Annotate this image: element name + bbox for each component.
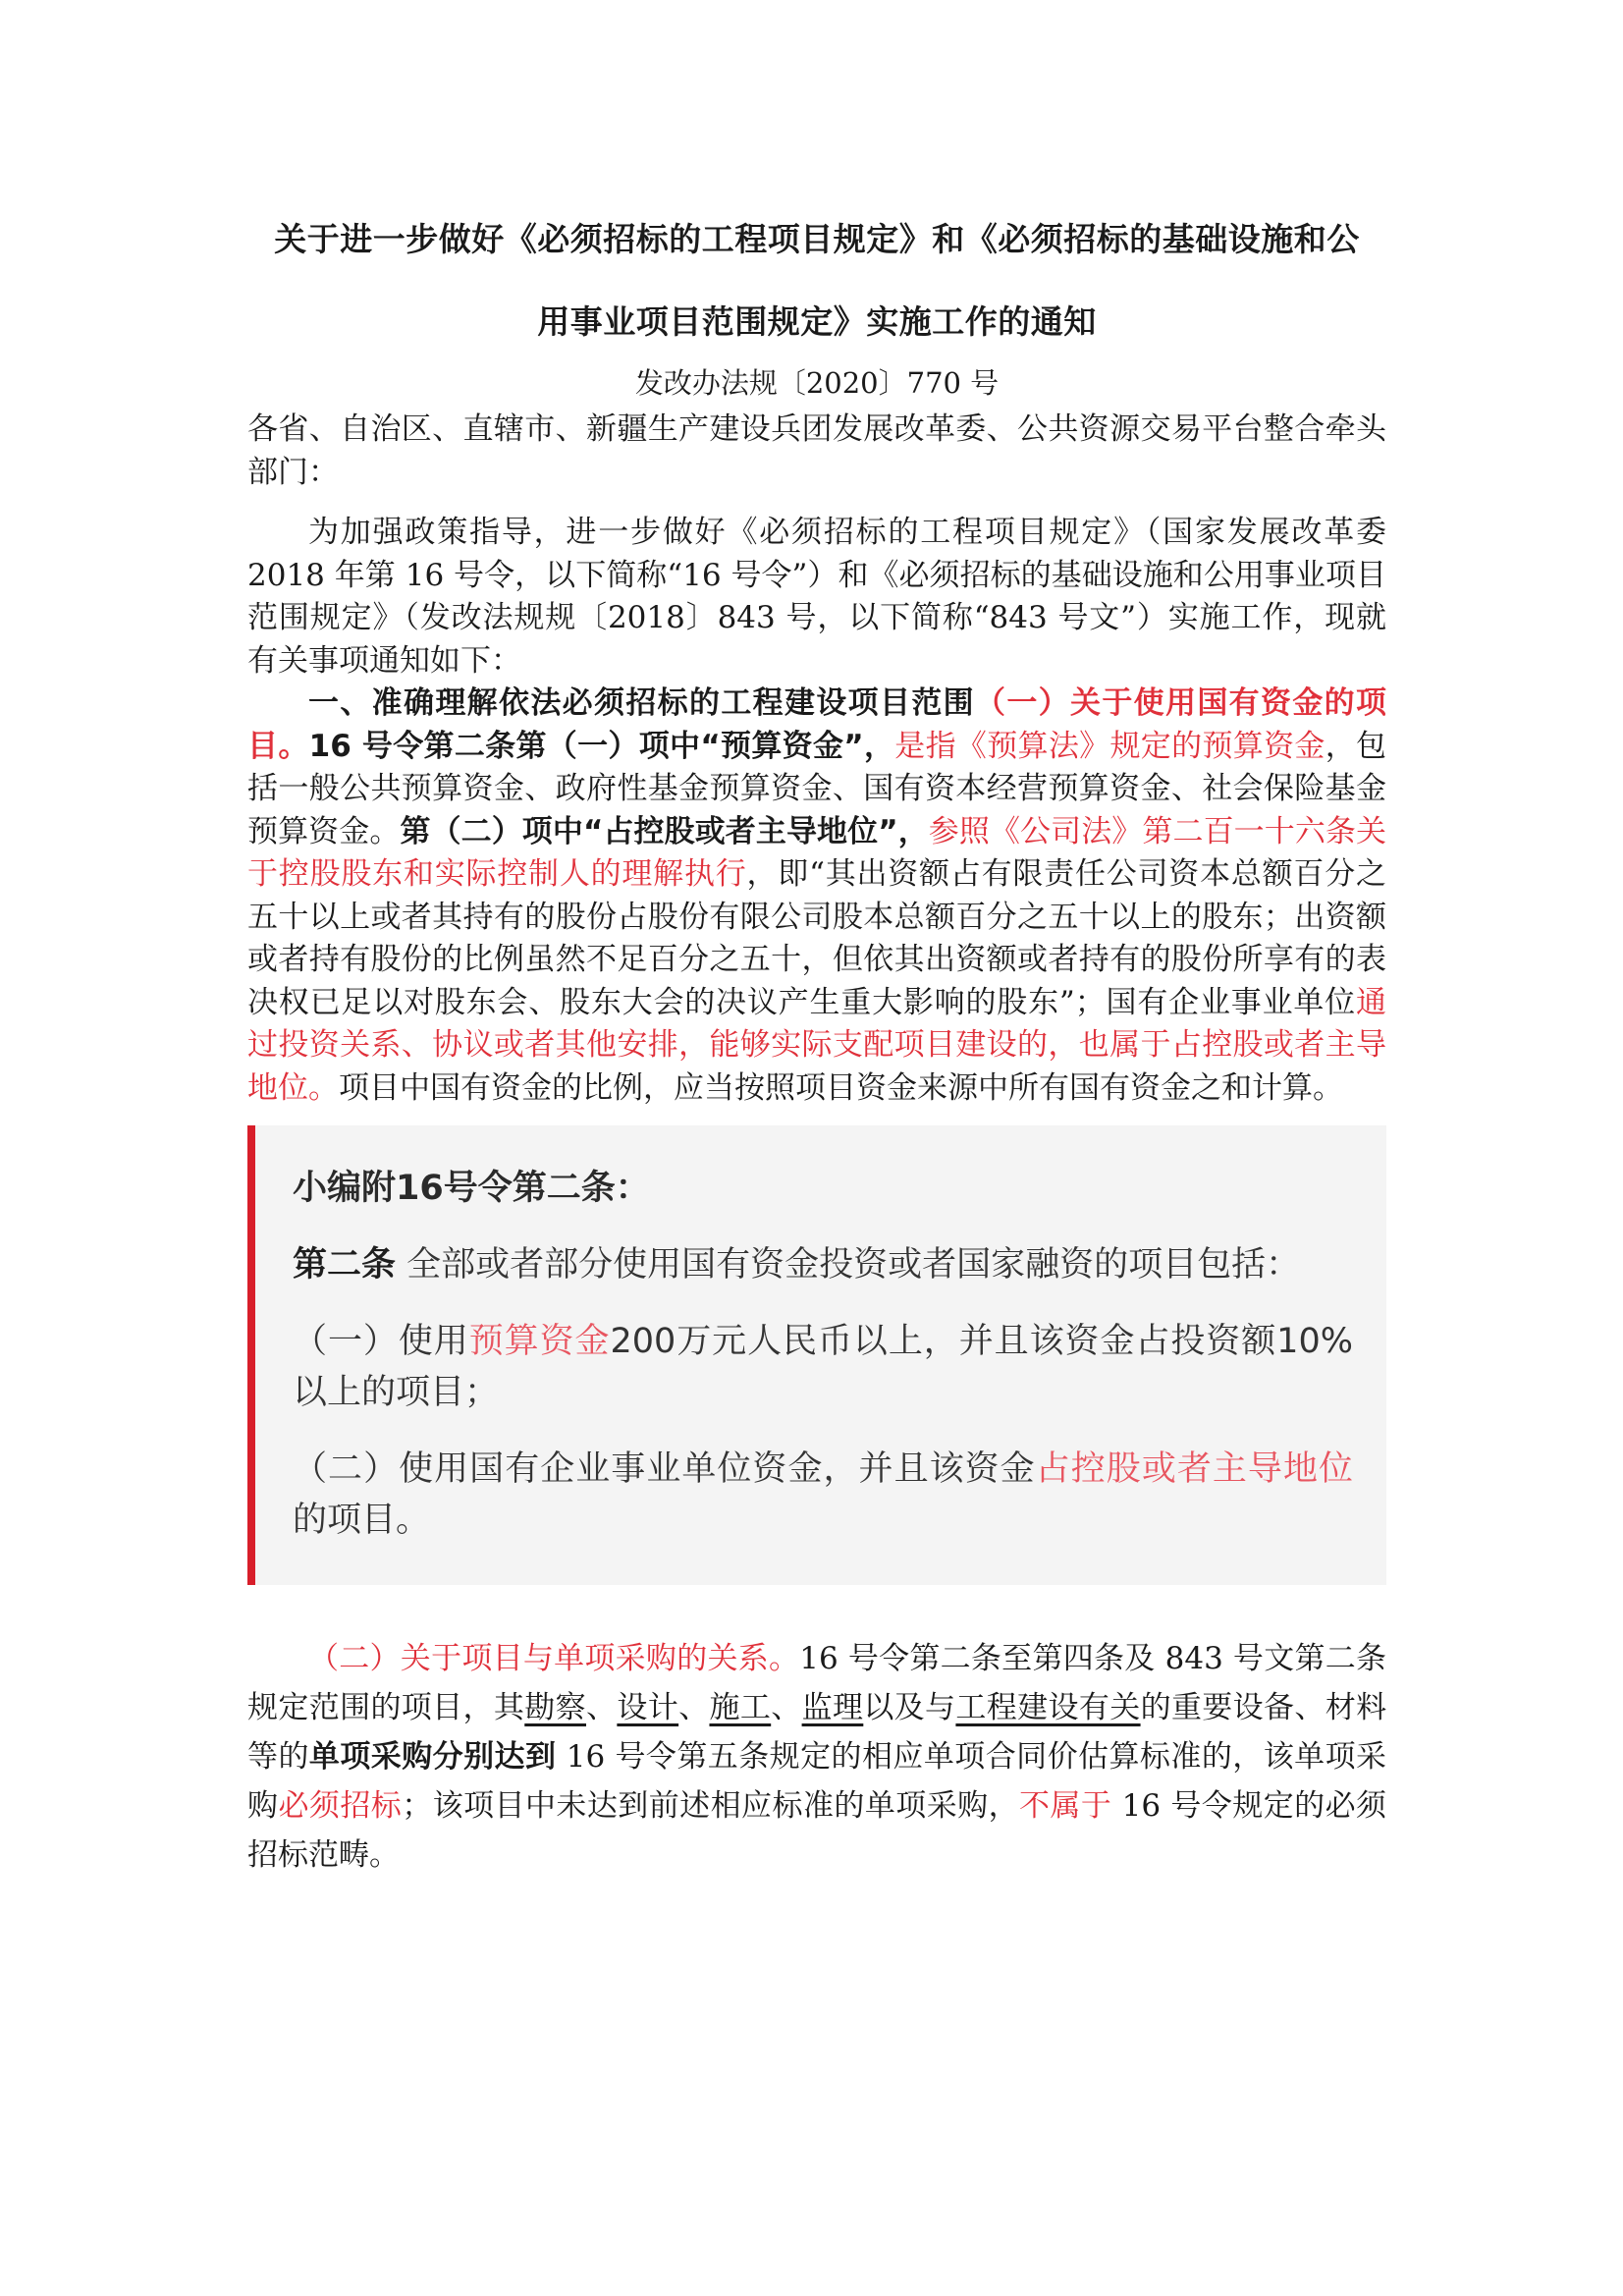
- link-gongcheng: 工程建设有关: [955, 1690, 1141, 1725]
- section2-t3: 的重要设备、材料等的: [247, 1690, 1387, 1775]
- document-page: [247, 196, 1386, 1880]
- salutation: 各省、自治区、直辖市、新疆生产建设兵团发展改革委、公共资源交易平台整合牵头部门：: [247, 411, 1386, 490]
- section1-paragraph: [247, 683, 1386, 1110]
- section2-t4: 16 号令第五条规定的相应单项合同价估算标准的，该单项采购: [247, 1739, 1387, 1824]
- document-number: 发改办法规〔2020〕770 号: [634, 366, 1000, 400]
- link-kancha: 勘察: [524, 1690, 586, 1725]
- item2-post: 的项目。: [293, 1501, 431, 1540]
- section2-heading: （二）关于项目与单项采购的关系。: [308, 1641, 800, 1676]
- sep: 、: [585, 1690, 618, 1725]
- section1-s4-red: 通过投资关系、协议或者其他安排，能够实际支配项目建设的，也属于占控股或者主导地位。: [247, 984, 1386, 1106]
- sep: 、: [678, 1690, 710, 1725]
- sep: 、: [771, 1690, 802, 1725]
- section2-t1: 16 号令第二条至第四条及 843 号文第二条规定范围的项目，其: [247, 1641, 1386, 1725]
- intro-paragraph: 为加强政策指导，进一步做好《必须招标的工程项目规定》（国家发展改革委 2018 年第 16 号令，以下简称“16 号令”）和《必须招标的基础设施和公用事业项目范围规定》（发改法规规〔2018〕843 号，以下简称“843 号文”）实施工作，现就有关事项通知如下：: [247, 515, 1386, 679]
- item1-post: 200万元人民币以上，并且该资金占投资额10%以上的项目；: [293, 1322, 1353, 1412]
- section1-sub1: （一）关于使用国有资金的项目。: [247, 685, 1386, 764]
- quote-box: [247, 1125, 1386, 1585]
- document-title-line2: 用事业项目范围规定》实施工作的通知: [537, 302, 1097, 341]
- quote-box-item1: [293, 1316, 1353, 1418]
- link-shigong: 施工: [709, 1690, 772, 1725]
- section1-s2: ，包括一般公共预算资金、政府性基金预算资金、国有资本经营预算资金、社会保险基金预算资金。: [247, 728, 1387, 849]
- section2-red2: 不属于: [1019, 1788, 1112, 1824]
- section2-t6: 16 号令规定的必须招标范畴。: [247, 1788, 1387, 1873]
- quote-box-item2: [293, 1444, 1353, 1546]
- section2-t2: 以及与: [863, 1690, 956, 1725]
- section1-s3: 第（二）项中“占控股或者主导地位”，: [400, 813, 929, 849]
- link-jianli: 监理: [801, 1690, 864, 1725]
- document-title-line1: 关于进一步做好《必须招标的工程项目规定》和《必须招标的基础设施和公: [274, 220, 1360, 258]
- section2-bold: 单项采购分别达到: [308, 1739, 557, 1775]
- link-sheji: 设计: [617, 1690, 679, 1725]
- section2-red1: 必须招标: [278, 1788, 403, 1824]
- section1-s1: 16 号令第二条第（一）项中“预算资金”，: [308, 728, 895, 764]
- section1-heading: 一、准确理解依法必须招标的工程建设项目范围: [308, 685, 975, 721]
- article-text: 全部或者部分使用国有资金投资或者国家融资的项目包括：: [396, 1245, 1301, 1285]
- section1-s3-red: 参照《公司法》第二百一十六条关于控股股东和实际控制人的理解执行: [247, 813, 1387, 892]
- section1-s4: ，即“其出资额占有限责任公司资本总额百分之五十以上或者其持有的股份占股份有限公司股本总额百分之五十以上的股东；出资额或者持有股份的比例虽然不足百分之五十，但依其出资额或者持有的股份所享有的表决权已足以对股东会、股东大会的决议产生重大影响的股东”；国有企业事业单位: [247, 856, 1386, 1020]
- section1-s1-red: 是指《预算法》规定的预算资金: [894, 728, 1325, 764]
- article-label: 第二条: [293, 1245, 397, 1285]
- section2-paragraph: [247, 1634, 1386, 1880]
- section2-t5: ；该项目中未达到前述相应标准的单项采购，: [402, 1788, 1020, 1824]
- item1-pre: （一）使用: [293, 1322, 469, 1361]
- section1-s5: 项目中国有资金的比例，应当按照项目资金来源中所有国有资金之和计算。: [339, 1069, 1343, 1106]
- quote-box-heading: 小编附16号令第二条：: [293, 1169, 650, 1208]
- item1-red: 预算资金: [468, 1322, 611, 1361]
- item2-pre: （二）使用国有企业事业单位资金，并且该资金: [293, 1449, 1036, 1489]
- item2-red: 占控股或者主导地位: [1035, 1449, 1353, 1489]
- quote-box-article: [293, 1239, 1353, 1290]
